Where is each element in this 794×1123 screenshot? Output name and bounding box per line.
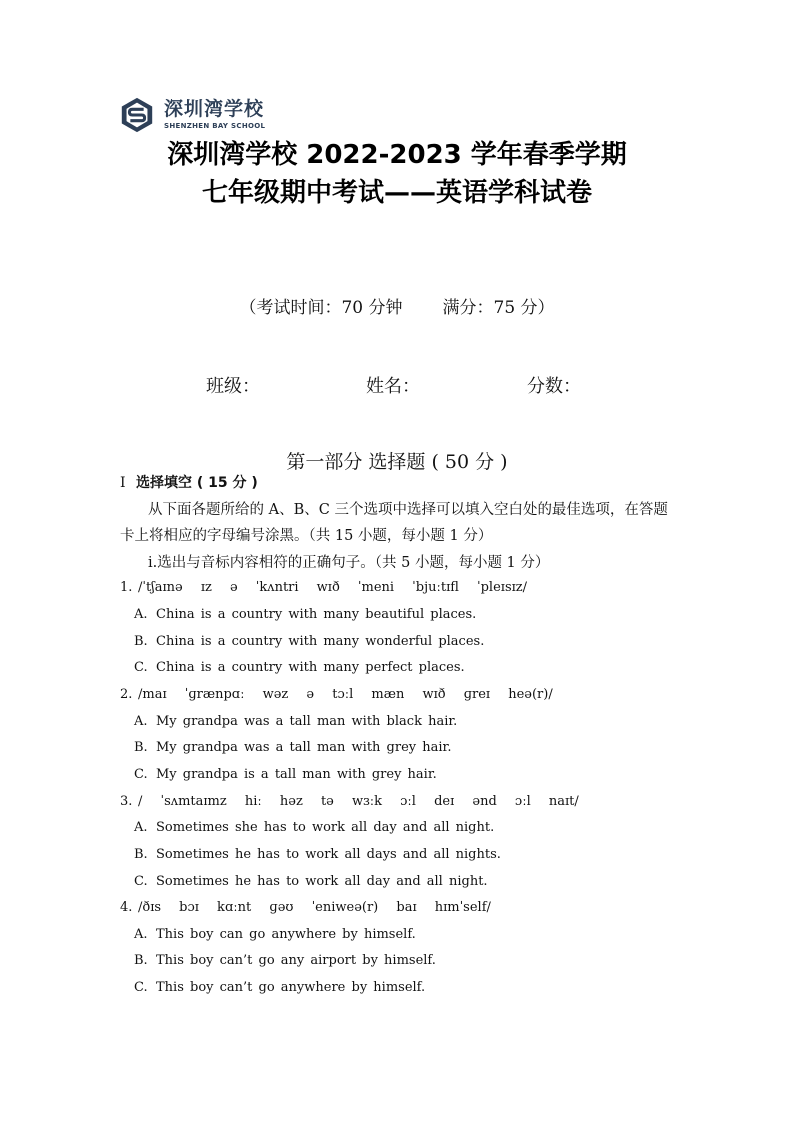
- sub-instruction: i.选出与音标内容相符的正确句子。（共 5 小题，每小题 1 分）: [148, 555, 550, 571]
- option-label: B.: [134, 740, 148, 755]
- option-text: Sometimes he has to work all days and all nights.: [156, 847, 501, 862]
- exam-title-line2: 七年级期中考试——英语学科试卷: [201, 178, 592, 208]
- question-4-option-a: [134, 927, 416, 942]
- logo-chinese-name: 深圳湾学校: [164, 98, 265, 120]
- option-text: My grandpa was a tall man with grey hair.: [156, 740, 452, 755]
- option-label: A.: [134, 714, 148, 729]
- school-logo: [118, 96, 265, 134]
- option-text: My grandpa is a tall man with grey hair.: [156, 767, 437, 782]
- option-label: A.: [134, 820, 148, 835]
- school-logo-icon: [118, 96, 156, 134]
- question-2-option-b: [134, 740, 451, 755]
- option-label: A.: [134, 607, 148, 622]
- question-1-option-b: [134, 634, 484, 649]
- option-label: C.: [134, 767, 148, 782]
- option-label: B.: [134, 847, 148, 862]
- question-3-option-b: [134, 847, 501, 862]
- question-3: [120, 794, 579, 809]
- option-text: Sometimes he has to work all day and all night.: [156, 874, 488, 889]
- question-phonetic: /maɪ ˈɡrænpɑː wəz ə tɔːl mæn wɪð ɡreɪ heə(r)/: [138, 687, 553, 702]
- option-label: C.: [134, 980, 148, 995]
- option-label: C.: [134, 874, 148, 889]
- question-3-option-a: [134, 820, 494, 835]
- option-text: This boy can’t go anywhere by himself.: [156, 980, 426, 995]
- question-phonetic: /ðɪs bɔɪ kɑːnt ɡəʊ ˈeniweə(r) baɪ hɪmˈself/: [138, 900, 491, 915]
- option-label: C.: [134, 660, 148, 675]
- exam-full-score: 满分：75 分）: [442, 298, 555, 318]
- option-label: B.: [134, 634, 148, 649]
- question-4: [120, 900, 491, 915]
- option-label: A.: [134, 927, 148, 942]
- logo-english-name: SHENZHEN BAY SCHOOL: [164, 122, 266, 130]
- score-field-label: 分数：: [527, 376, 581, 397]
- question-2-option-a: [134, 714, 457, 729]
- name-field-label: 姓名：: [366, 376, 420, 397]
- question-2-option-c: [134, 767, 437, 782]
- question-number: 2.: [120, 687, 133, 702]
- section1-heading: [120, 472, 258, 492]
- question-number: 1.: [120, 580, 133, 595]
- exam-title-line1: 深圳湾学校 2022-2023 学年春季学期: [167, 140, 627, 170]
- section-title: 选择填空 ( 15 分 ): [136, 475, 258, 491]
- question-number: 4.: [120, 900, 133, 915]
- option-text: China is a country with many beautiful places.: [156, 607, 477, 622]
- section-roman-numeral: I: [120, 475, 126, 491]
- question-4-option-b: [134, 953, 436, 968]
- section-instruction: 从下面各题所给的 A、B、C 三个选项中选择可以填入空白处的最佳选项，在答题卡上将相应的字母编号涂黑。（共 15 小题，每小题 1 分）: [120, 502, 668, 544]
- option-label: B.: [134, 953, 148, 968]
- question-4-option-c: [134, 980, 425, 995]
- part1-heading: 第一部分 选择题 ( 50 分 ): [286, 451, 508, 473]
- exam-time: （考试时间：70 分钟: [239, 298, 403, 318]
- question-1-option-c: [134, 660, 465, 675]
- question-number: 3.: [120, 794, 133, 809]
- option-text: Sometimes she has to work all day and all night.: [156, 820, 495, 835]
- option-text: My grandpa was a tall man with black hair.: [156, 714, 458, 729]
- question-phonetic: /ˈtʃaɪnə ɪz ə ˈkʌntri wɪð ˈmeni ˈbjuːtɪfl ˈpleɪsɪz/: [138, 580, 528, 595]
- question-1: [120, 580, 527, 595]
- option-text: China is a country with many perfect places.: [156, 660, 465, 675]
- option-text: This boy can go anywhere by himself.: [156, 927, 416, 942]
- question-1-option-a: [134, 607, 476, 622]
- question-phonetic: / ˈsʌmtaɪmz hiː həz tə wɜːk ɔːl deɪ ənd ɔːl naɪt/: [138, 794, 579, 809]
- option-text: China is a country with many wonderful places.: [156, 634, 485, 649]
- question-2: [120, 687, 553, 702]
- option-text: This boy can’t go any airport by himself.: [156, 953, 436, 968]
- question-3-option-c: [134, 874, 488, 889]
- exam-info: [0, 293, 794, 318]
- class-field-label: 班级：: [206, 376, 260, 397]
